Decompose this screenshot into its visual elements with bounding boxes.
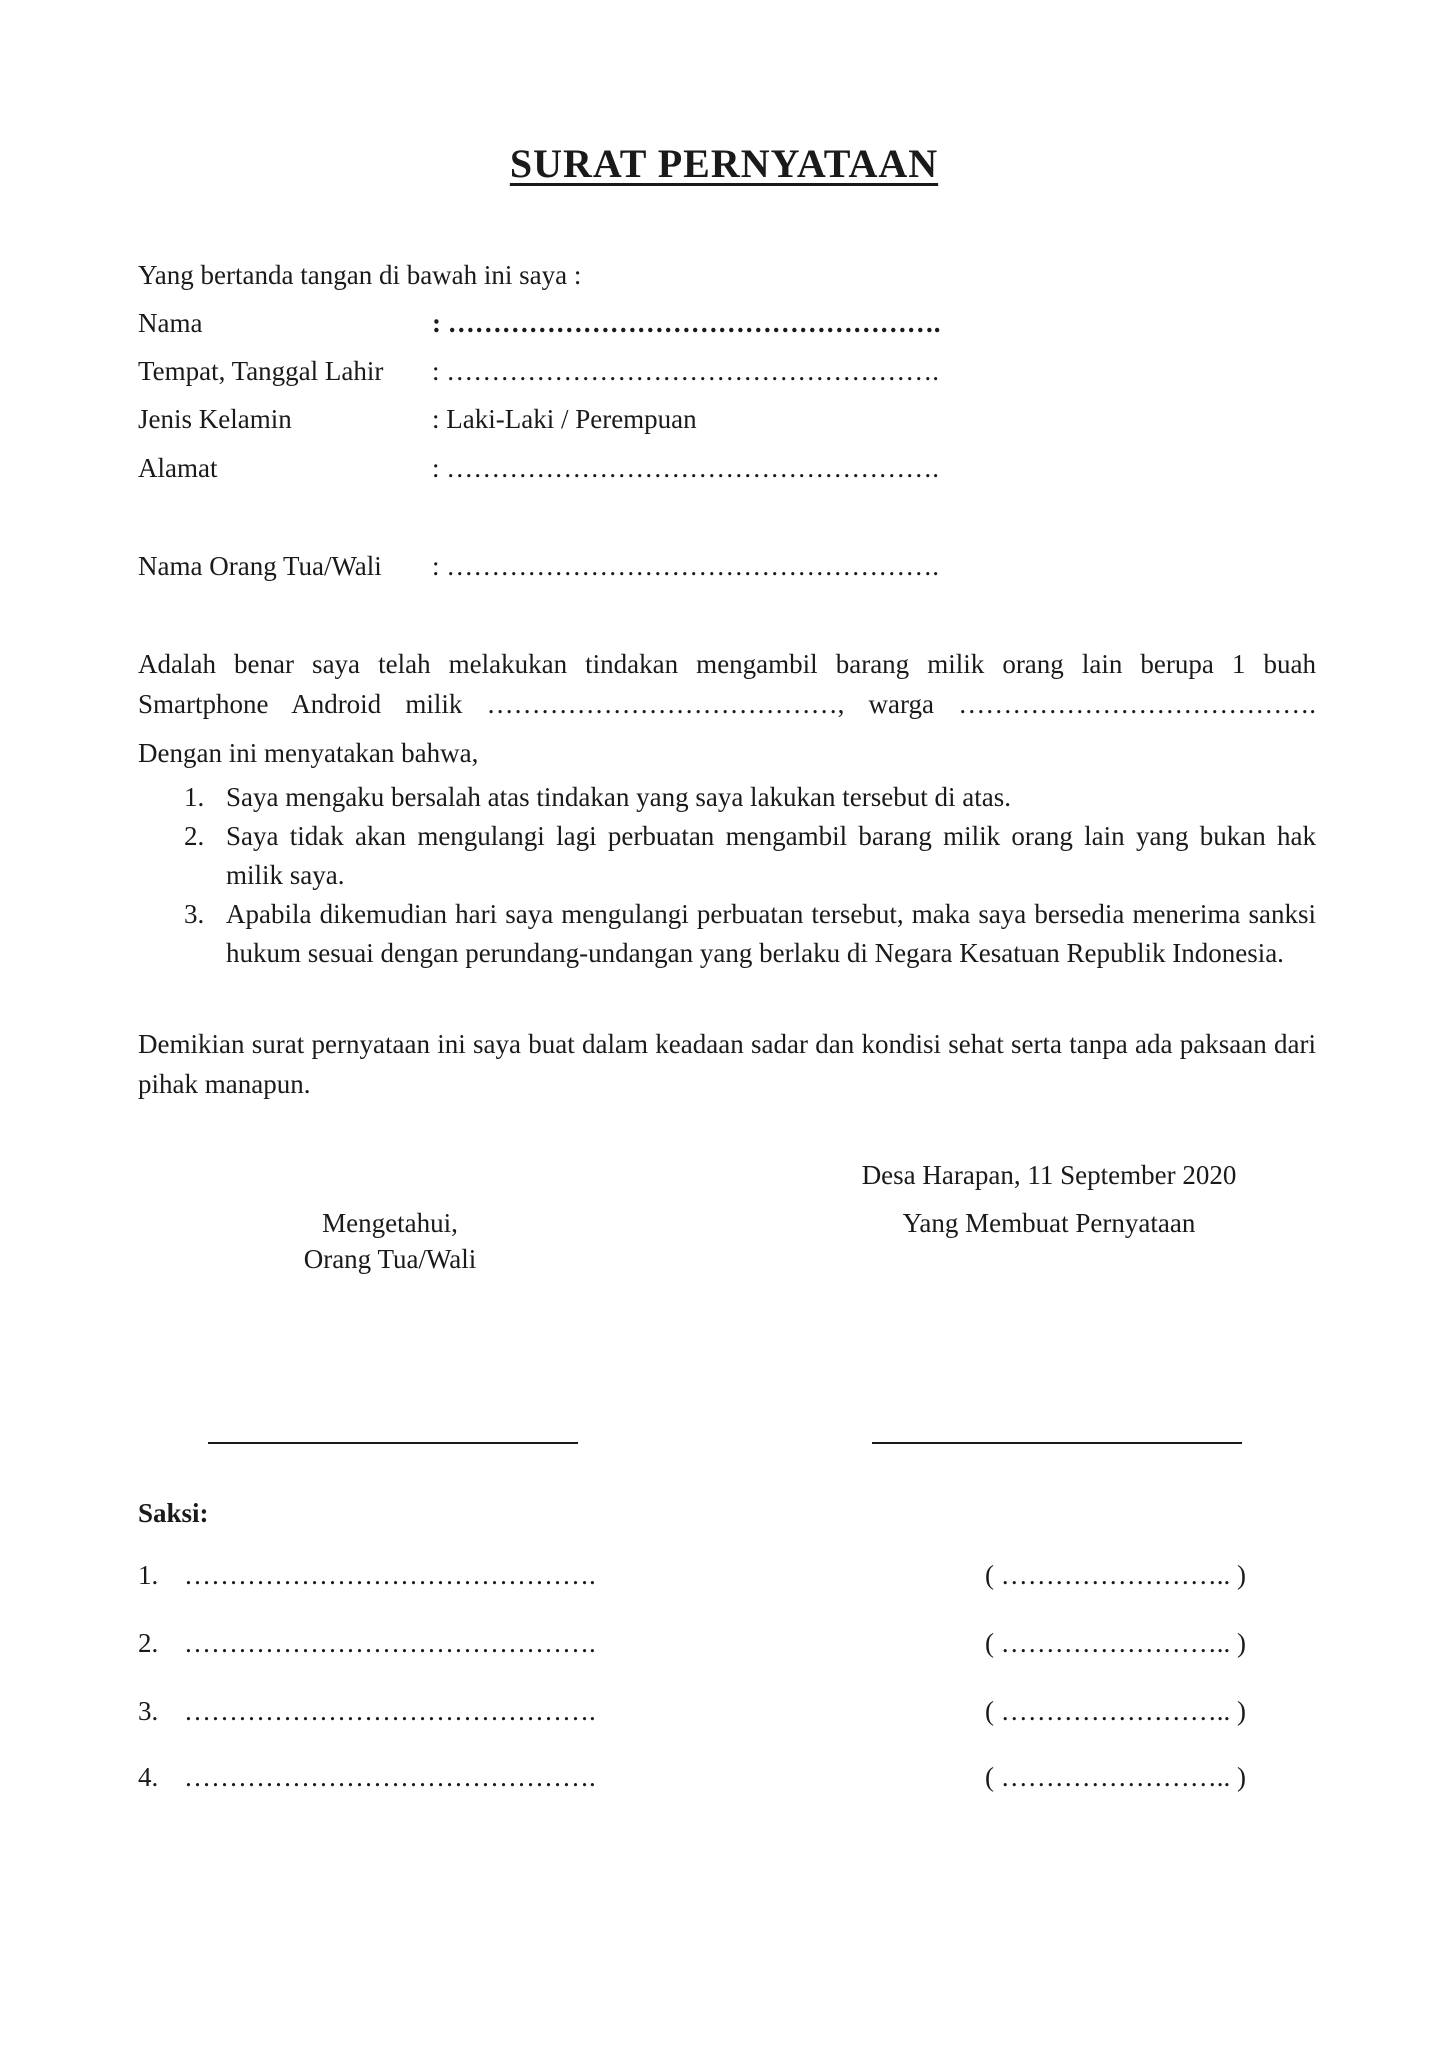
list-item-number: 2.	[184, 821, 205, 851]
field-label-alamat: Alamat	[138, 453, 218, 483]
saksi-heading: Saksi:	[138, 1498, 209, 1528]
saksi-signature-blank: ( …………………….. )	[985, 1762, 1246, 1792]
list-item-text: Saya mengaku bersalah atas tindakan yang saya lakukan tersebut di atas.	[226, 782, 1011, 812]
statement-line-1: Adalah benar saya telah melakukan tindakan mengambil barang milik orang lain berupa 1 buah	[138, 649, 1316, 679]
intro-text: Yang bertanda tangan di bawah ini saya :	[138, 260, 582, 290]
saksi-number: 3.	[138, 1696, 159, 1726]
field-label-jenis-kelamin: Jenis Kelamin	[138, 404, 292, 434]
list-item-text: Saya tidak akan mengulangi lagi perbuatan mengambil barang milik orang lain yang bukan hak milik saya.	[226, 821, 1316, 890]
field-label-ttl: Tempat, Tanggal Lahir	[138, 356, 384, 386]
left-signature-line	[208, 1442, 578, 1444]
saksi-signature-blank: ( …………………….. )	[985, 1628, 1246, 1658]
left-sign-caption-2: Orang Tua/Wali	[303, 1244, 477, 1274]
place-date: Desa Harapan, 11 September 2020	[861, 1160, 1237, 1190]
saksi-number: 2.	[138, 1628, 159, 1658]
document-title	[0, 140, 1448, 187]
field-value-jenis-kelamin: : Laki-Laki / Perempuan	[432, 404, 697, 434]
saksi-name-blank: ……………………………………….	[184, 1560, 596, 1590]
field-label-nama: Nama	[138, 308, 203, 338]
document-title-text: SURAT PERNYATAAN	[509, 141, 939, 186]
list-item-number: 3.	[184, 899, 205, 929]
saksi-name-blank: ……………………………………….	[184, 1628, 596, 1658]
right-sign-caption: Yang Membuat Pernyataan	[902, 1208, 1196, 1238]
statement-line-2: Smartphone Android milik …………………………………, warga ………………………………….	[138, 689, 1316, 719]
left-sign-caption-1: Mengetahui,	[322, 1208, 458, 1238]
closing-paragraph: Demikian surat pernyataan ini saya buat dalam keadaan sadar dan kondisi sehat serta tanpa ada paksaan dari pihak manapun.	[138, 1029, 1316, 1099]
saksi-name-blank: ……………………………………….	[184, 1696, 596, 1726]
right-signature-line	[872, 1442, 1242, 1444]
field-value-alamat: : ……………………………………………….	[432, 453, 940, 483]
saksi-signature-blank: ( …………………….. )	[985, 1560, 1246, 1590]
list-item-text: Apabila dikemudian hari saya mengulangi perbuatan tersebut, maka saya bersedia menerima sanksi hukum sesuai dengan perundang-undangan yang berlaku di Negara Kesatuan Republik Indonesia.	[226, 899, 1316, 968]
saksi-name-blank: ……………………………………….	[184, 1762, 596, 1792]
declare-intro: Dengan ini menyatakan bahwa,	[138, 738, 479, 768]
saksi-number: 4.	[138, 1762, 159, 1792]
saksi-number: 1.	[138, 1560, 159, 1590]
list-item-number: 1.	[184, 782, 205, 812]
field-value-nama: : ……………………………………………….	[432, 308, 941, 338]
saksi-signature-blank: ( …………………….. )	[985, 1696, 1246, 1726]
field-label-orang-tua: Nama Orang Tua/Wali	[138, 551, 382, 581]
field-value-ttl: : ……………………………………………….	[432, 356, 940, 386]
field-value-orang-tua: : ……………………………………………….	[432, 551, 940, 581]
